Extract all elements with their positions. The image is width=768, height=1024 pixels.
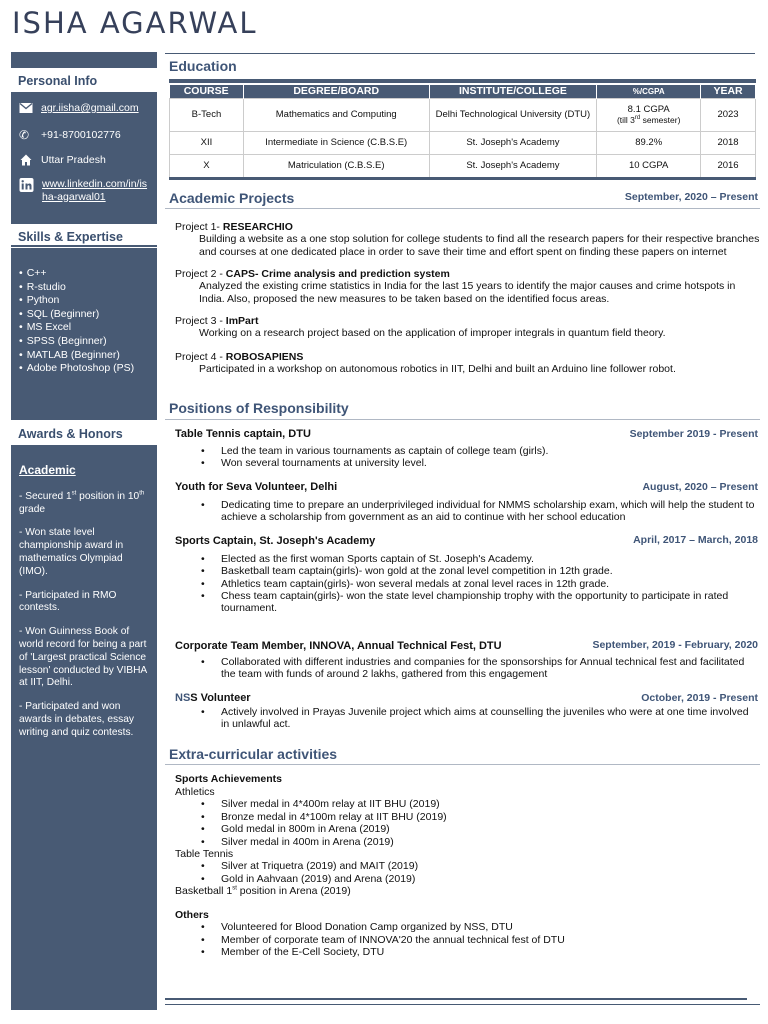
list-item: • Won several tournaments at university level. [201, 457, 757, 469]
role-date: April, 2017 – March, 2018 [633, 534, 758, 546]
personal-info-heading: Personal Info [11, 72, 157, 90]
skills-heading: Skills & Expertise [11, 228, 157, 246]
table-row: X Matriculation (C.B.S.E) St. Joseph's Academy 10 CGPA 2016 [170, 154, 756, 177]
tt-label: Table Tennis [175, 848, 234, 860]
role-bullets [201, 499, 757, 524]
positions-heading: Positions of Responsibility [169, 400, 349, 416]
footer-rule-thin [165, 1004, 760, 1005]
tt-list [201, 860, 757, 885]
email-row[interactable] [19, 102, 139, 114]
skills-heading-rule [11, 245, 157, 247]
sidebar [11, 52, 157, 1010]
awards-content [19, 464, 151, 751]
award-item: - Participated in RMO contests. [19, 589, 117, 614]
list-item: • Actively involved in Prayas Juvenile project which aims at counselling the juveniles who were at one time involved in unlawful act. [201, 706, 757, 731]
personal-info-block [11, 92, 157, 224]
list-item: • Gold medal in 800m in Arena (2019) [201, 823, 757, 836]
role-date: September, 2019 - February, 2020 [592, 639, 758, 651]
others-title: Others [175, 909, 209, 921]
role-bullets [201, 553, 757, 614]
list-item: • Volunteered for Blood Donation Camp organized by NSS, DTU [201, 921, 757, 934]
table-header: INSTITUTE/COLLEGE [429, 85, 597, 98]
role-title: Corporate Team Member, INNOVA, Annual Technical Fest, DTU [175, 640, 502, 652]
role-bullets [201, 445, 757, 470]
skills-list [19, 267, 134, 376]
role-title: NSS Volunteer [175, 692, 251, 704]
location-row [19, 154, 106, 166]
table-row: XII Intermediate in Science (C.B.S.E) St. Joseph's Academy 89.2% 2018 [170, 131, 756, 154]
awards-heading: Awards & Honors [11, 425, 157, 443]
skill-item: • SPSS (Beginner) [19, 335, 134, 349]
list-item: • Basketball team captain(girls)- won gold at the zonal level competition in 12th grade. [201, 565, 757, 577]
envelope-icon [19, 102, 33, 114]
award-item: - Won Guinness Book of world record for being a part of 'Largest practical Science lesson' conducted by VIBHA at IIT, Delhi. [19, 626, 147, 689]
projects-date: September, 2020 – Present [624, 191, 758, 203]
top-rule [165, 53, 755, 54]
list-item: • Silver medal in 400m in Arena (2019) [201, 836, 757, 849]
skill-item: • Adobe Photoshop (PS) [19, 362, 134, 376]
others-list [201, 921, 757, 959]
footer-rule [165, 998, 747, 1000]
extra-heading: Extra-curricular activities [169, 746, 338, 762]
role-date: September 2019 - Present [629, 428, 758, 440]
phone-number: +91-8700102776 [41, 129, 121, 141]
education-bottom-bar [169, 177, 756, 180]
skill-item: • MS Excel [19, 321, 134, 335]
main-content [165, 0, 760, 1024]
project-item: Project 1- RESEARCHIO Building a website as a one stop solution for college students to find all the research papers for their respective branches and courses at one dedicated place in order to save their time and effort spent on finding these papers on internet [175, 221, 760, 258]
athletics-list [201, 798, 757, 848]
projects-heading: Academic Projects [169, 190, 295, 206]
candidate-name: ISHA AGARWAL [12, 6, 258, 40]
list-item: • Gold in Aahvaan (2019) and Arena (2019) [201, 873, 757, 886]
role-bullets [201, 706, 757, 731]
skill-item: • SQL (Beginner) [19, 308, 134, 322]
linkedin-icon [19, 178, 34, 192]
phone-row [19, 129, 121, 141]
location-text: Uttar Pradesh [41, 154, 106, 166]
list-item: • Bronze medal in 4*100m relay at IIT BHU (2019) [201, 811, 757, 824]
role-date: August, 2020 – Present [642, 481, 758, 493]
linkedin-link-line-2[interactable]: ha-agarwal01 [42, 190, 106, 203]
linkedin-link-line-1[interactable]: www.linkedin.com/in/is [42, 178, 148, 190]
list-item: • Silver at Triquetra (2019) and MAIT (2019) [201, 860, 757, 873]
role-title: Sports Captain, St. Joseph's Academy [175, 535, 376, 547]
skill-item: • C++ [19, 267, 134, 281]
table-row: B-Tech Mathematics and Computing Delhi Technological University (DTU) 8.1 CGPA (till 3rd semester) 2023 [170, 98, 756, 131]
linkedin-row[interactable] [19, 178, 147, 203]
award-item: - Secured 1st position in 10th grade [19, 490, 145, 515]
table-header: %/CGPA [597, 85, 701, 98]
list-item: • Member of corporate team of INNOVA'20 the annual technical fest of DTU [201, 934, 757, 947]
skill-item: • Python [19, 294, 134, 308]
phone-icon: ✆ [19, 128, 30, 142]
list-item: • Athletics team captain(girls)- won several medals at zonal level races in 12th grade. [201, 578, 757, 590]
table-header: YEAR [701, 85, 756, 98]
award-item: - Won state level championship award in mathematics Olympiad (IMO). [19, 527, 124, 577]
projects-rule [165, 208, 760, 209]
education-table [169, 85, 756, 178]
list-item: • Chess team captain(girls)- won the state level championship trophy with the opportunity to participate in rated tournament. [201, 590, 757, 615]
role-date: October, 2019 - Present [641, 692, 758, 704]
list-item: • Elected as the first woman Sports captain of St. Joseph's Academy. [201, 553, 757, 565]
home-icon [19, 154, 33, 166]
education-bar [169, 79, 756, 83]
sports-title: Sports Achievements [175, 773, 282, 785]
project-item: Project 3 - ImPart Working on a research project based on the application of improper integrals in quantum field theory. [175, 315, 666, 340]
sports-section [175, 773, 735, 798]
positions-rule [165, 419, 760, 420]
extra-rule [165, 764, 760, 765]
email-link[interactable]: agr.iisha@gmail.com [41, 102, 139, 114]
table-header-row [170, 85, 756, 98]
project-item: Project 2 - CAPS- Crime analysis and prediction system Analyzed the existing crime statistics in India for the last 15 years to identify the major causes and crime hotspots in India. Also, proposed the new measures to be taken based on the identified focus areas. [175, 268, 736, 305]
list-item: • Collaborated with different industries and companies for the sponsorships for Annual technical fest and facilitated the team with funds of around 2 lakhs, gathered from this engagement [201, 656, 757, 681]
athletics-label: Athletics [175, 785, 215, 798]
table-header: DEGREE/BOARD [243, 85, 429, 98]
table-header: COURSE [170, 85, 244, 98]
skill-item: • MATLAB (Beginner) [19, 349, 134, 363]
project-item: Project 4 - ROBOSAPIENS Participated in a workshop on autonomous robotics in IIT, Delhi and built an Arduino line follower robot. [175, 351, 676, 376]
awards-subheading: Academic [19, 463, 76, 477]
list-item: • Led the team in various tournaments as captain of college team (girls). [201, 445, 757, 457]
role-title: Youth for Seva Volunteer, Delhi [175, 481, 338, 493]
sidebar-top-band [11, 52, 157, 68]
basketball-line: Basketball 1st position in Arena (2019) [175, 885, 351, 897]
role-bullets [201, 656, 757, 681]
linkedin-link[interactable] [42, 178, 147, 203]
list-item: • Silver medal in 4*400m relay at IIT BHU (2019) [201, 798, 757, 811]
list-item: • Dedicating time to prepare an underprivileged individual for NMMS scholarship exam, which will help the student to achieve a scholarship from government as an aid to continue with her school education [201, 499, 757, 524]
skill-item: • R-studio [19, 281, 134, 295]
award-item: - Participated and won awards in debates, essay writing and quiz contests. [19, 701, 134, 738]
role-title: Table Tennis captain, DTU [175, 428, 311, 440]
list-item: • Member of the E-Cell Society, DTU [201, 946, 757, 959]
education-heading: Education [169, 58, 237, 74]
